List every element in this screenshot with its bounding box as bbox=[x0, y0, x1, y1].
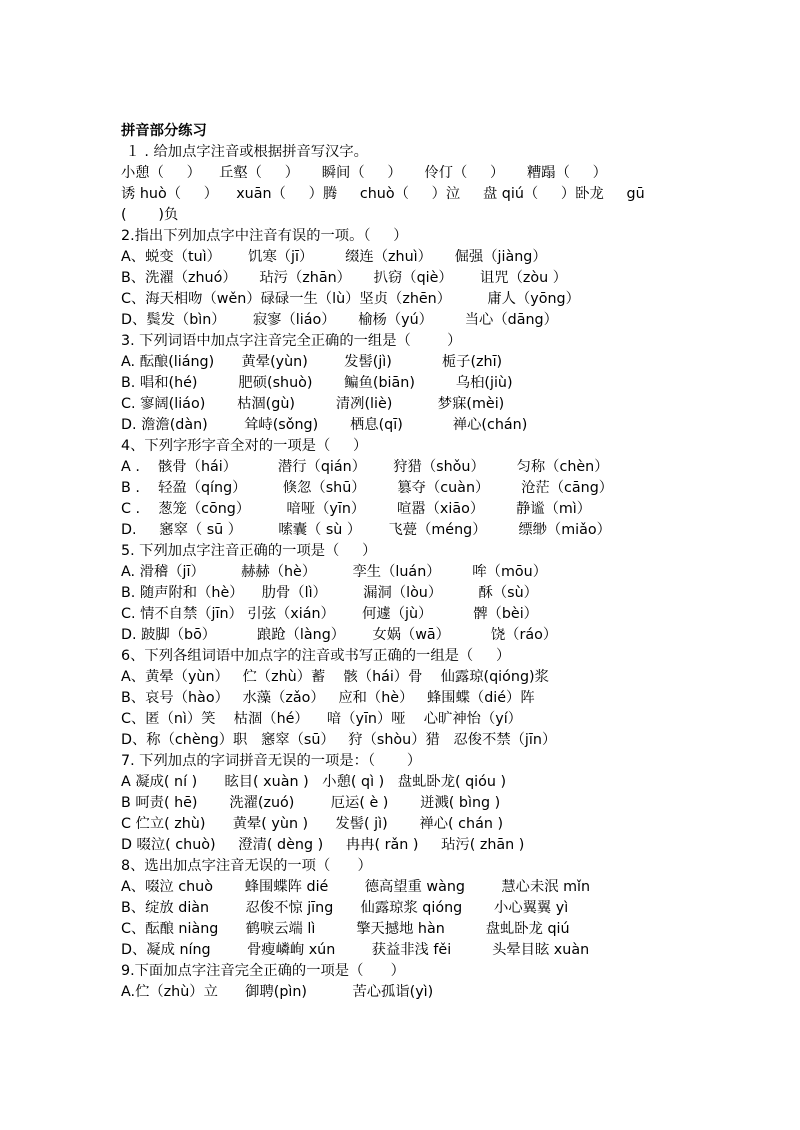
line: B、绽放 diàn 忍俊不惊 jīng 仙露琼浆 qióng 小心翼翼 yì bbox=[121, 900, 569, 916]
worksheet-title: 拼音部分练习 bbox=[121, 123, 207, 139]
line: 9.下面加点字注音完全正确的一项是（ ） bbox=[121, 963, 405, 979]
line: 7. 下列加点的字词拼音无误的一项是：（ ） bbox=[121, 753, 422, 769]
line: A 凝成( ní ) 眩目( xuàn ) 小憩( qì ) 盘虬卧龙( qióu ) bbox=[121, 774, 507, 790]
line: D. 澹澹(dàn) 耸峙(sǒng) 栖息(qī) 禅心(chán) bbox=[121, 417, 528, 433]
line: 8、选出加点字注音无误的一项（ ） bbox=[121, 858, 372, 874]
line: A.伫（zhù）立 御聘(pìn) 苦心孤诣(yì) bbox=[121, 984, 434, 1000]
line: 5. 下列加点字注音正确的一项是（ ） bbox=[121, 543, 377, 559]
line: D. 窸窣（ sū ） 嗦囊（ sù ） 飞甍（méng） 缥缈（miǎo） bbox=[121, 522, 611, 538]
line: D 啜泣( chuò) 澄清( dèng ) 冉冉( rǎn ) 玷污( zhān ) bbox=[121, 837, 525, 853]
line: B、哀号（hào） 水藻（zǎo） 应和（hè） 蜂围蝶（dié）阵 bbox=[121, 690, 535, 706]
line: C. 情不自禁（jīn） 引弦（xián） 何遽（jù） 髀（bèi） bbox=[121, 606, 538, 622]
line: C、海天相吻（wěn）碌碌一生（lù）坚贞（zhēn） 庸人（yōng） bbox=[121, 291, 580, 307]
line: 2.指出下列加点字中注音有误的一项。（ ） bbox=[121, 228, 408, 244]
line: D、鬓发（bìn） 寂寥（liáo） 榆杨（yú） 当心（dāng） bbox=[121, 312, 558, 328]
line: D. 跛脚（bō） 踉跄（làng） 女娲（wā） 饶（ráo） bbox=[121, 627, 558, 643]
line: D、称（chèng）职 窸窣（sū） 狩（shòu）猎 忍俊不禁（jīn） bbox=[121, 732, 557, 748]
worksheet bbox=[121, 121, 681, 1003]
line: A. 滑稽（jī） 赫赫（hè） 孪生（luán） 哞（mōu） bbox=[121, 564, 547, 580]
line: A . 骸骨（hái） 潜行（qián） 狩猎（shǒu） 匀称（chèn） bbox=[121, 459, 609, 475]
line: C、匿（nì）笑 枯涸（hé） 喑（yīn）哑 心旷神怡（yí） bbox=[121, 711, 522, 727]
line: 3. 下列词语中加点字注音完全正确的一组是（ ） bbox=[121, 333, 462, 349]
line: 6、下列各组词语中加点字的注音或书写正确的一组是（ ） bbox=[121, 648, 511, 664]
line: A. 酝酿(liáng) 黄晕(yùn) 发髻(jì) 栀子(zhī) bbox=[121, 354, 503, 370]
line: A、啜泣 chuò 蜂围蝶阵 dié 德高望重 wàng 慧心未泯 mǐn bbox=[121, 879, 591, 895]
line: １ . 给加点字注音或根据拼音写汉字。 bbox=[121, 144, 368, 160]
line: 诱 huò（ ） xuān（ ）腾 chuò（ ）泣 盘 qiú（ ）卧龙 gū bbox=[121, 186, 645, 202]
line: 4、下列字形字音全对的一项是（ ） bbox=[121, 438, 368, 454]
line: ( )负 bbox=[121, 207, 179, 223]
line: B、洗濯（zhuó） 玷污（zhān） 扒窃（qiè） 诅咒（zòu ） bbox=[121, 270, 568, 286]
line: 小憩（ ） 丘壑（ ） 瞬间（ ） 伶仃（ ） 糟蹋（ ） bbox=[121, 165, 607, 181]
line: C . 葱笼（cōng） 喑哑（yīn） 喧嚣（xiāo） 静谧（mì） bbox=[121, 501, 592, 517]
line: B. 随声附和（hè） 肋骨（lì） 漏洞（lòu） 酥（sù） bbox=[121, 585, 538, 601]
line: D、凝成 níng 骨瘦嶙峋 xún 获益非浅 fěi 头晕目眩 xuàn bbox=[121, 942, 590, 958]
line: B . 轻盈（qíng） 倏忽（shū） 篡夺（cuàn） 沧茫（cāng） bbox=[121, 480, 614, 496]
line: C. 寥阔(liáo) 枯涸(gù) 清冽(liè) 梦寐(mèi) bbox=[121, 396, 505, 412]
line: A、黄晕（yùn） 伫（zhù）蓄 骸（hái）骨 仙露琼(qióng)浆 bbox=[121, 669, 549, 685]
line: C、酝酿 niàng 鹤唳云端 lì 擎天撼地 hàn 盘虬卧龙 qiú bbox=[121, 921, 570, 937]
line: C 伫立( zhù) 黄晕( yùn ) 发髻( jì) 禅心( chán ) bbox=[121, 816, 504, 832]
line: B. 唱和(hé) 肥硕(shuò) 鳊鱼(biān) 乌桕(jiù) bbox=[121, 375, 513, 391]
line: B 呵责( hē) 洗濯(zuó) 厄运( è ) 迸溅( bìng ) bbox=[121, 795, 501, 811]
line: A、蜕变（tuì） 饥寒（jī） 缀连（zhuì） 倔强（jiàng） bbox=[121, 249, 547, 265]
